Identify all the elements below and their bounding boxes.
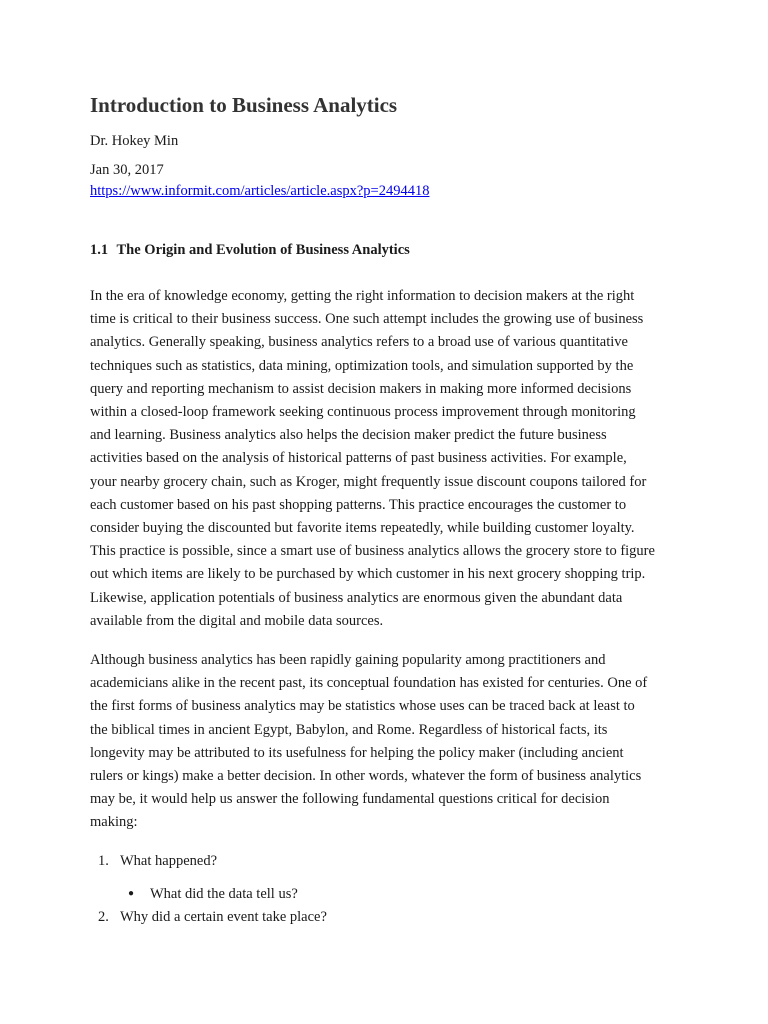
bullet-item-text: What did the data tell us?: [150, 886, 298, 902]
author-name: Dr. Hokey Min: [90, 133, 179, 149]
list-item-text: Why did a certain event take place?: [120, 909, 327, 925]
document-title: Introduction to Business Analytics: [90, 93, 398, 117]
numbered-list-item: [90, 909, 327, 926]
paragraph-line: the first forms of business analytics may be statistics whose uses can be traced back at least to: [90, 698, 635, 715]
section-heading: [90, 242, 410, 259]
paragraph-line: may be, it would help us answer the following fundamental questions critical for decision: [90, 791, 610, 808]
bullet-list-item: [128, 886, 298, 903]
list-number: 2.: [98, 909, 109, 925]
paragraph-line: and learning. Business analytics also helps the decision maker predict the future business: [90, 427, 607, 444]
paragraph-line: time is critical to their business success. One such attempt includes the growing use of business: [90, 311, 644, 328]
paragraph-line: consider buying the discounted but favorite items repeatedly, while building customer loyalty.: [90, 520, 635, 537]
paragraph-line: making:: [90, 814, 138, 831]
paragraph-line: Likewise, application potentials of business analytics are enormous given the abundant data: [90, 589, 623, 606]
paragraph-line: each customer based on his past shopping patterns. This practice encourages the customer to: [90, 496, 627, 513]
paragraph-line: your nearby grocery chain, such as Kroger, might frequently issue discount coupons tailored for: [90, 473, 647, 490]
paragraph-line: query and reporting mechanism to assist decision makers in making more informed decisions: [90, 380, 632, 397]
paragraph: [90, 649, 670, 835]
numbered-list-item: [90, 853, 217, 870]
bullet-icon: ●: [128, 888, 135, 899]
paragraph-line: out which items are likely to be purchased by which customer in his next grocery shopping trip.: [90, 566, 646, 583]
paragraph-line: This practice is possible, since a smart use of business analytics allows the grocery store to figure: [90, 543, 655, 560]
list-number: 1.: [98, 853, 109, 869]
list-item-text: What happened?: [120, 853, 218, 869]
paragraph-line: the biblical times in ancient Egypt, Babylon, and Rome. Regardless of historical facts, its: [90, 721, 608, 738]
paragraph: [90, 285, 670, 633]
section-title: The Origin and Evolution of Business Analytics: [116, 242, 410, 258]
paragraph-line: available from the digital and mobile data sources.: [90, 612, 384, 629]
paragraph-line: within a closed-loop framework seeking continuous process improvement through monitoring: [90, 404, 636, 421]
paragraph-line: analytics. Generally speaking, business analytics refers to a broad use of various quantitative: [90, 334, 628, 351]
paragraph-line: longevity may be attributed to its usefulness for helping the policy maker (including ancient: [90, 744, 624, 761]
paragraph-line: techniques such as statistics, data mining, optimization tools, and simulation supported by the: [90, 357, 634, 374]
publish-date: Jan 30, 2017: [90, 162, 164, 178]
paragraph-line: Although business analytics has been rapidly gaining popularity among practitioners and: [90, 652, 606, 668]
paragraph-line: academicians alike in the recent past, its conceptual foundation has existed for centuries. One of: [90, 675, 648, 692]
source-link[interactable]: https://www.informit.com/articles/article.aspx?p=2494418: [90, 183, 430, 199]
paragraph-line: activities based on the analysis of historical patterns of past business activities. For example,: [90, 450, 627, 467]
paragraph-line: In the era of knowledge economy, getting the right information to decision makers at the right: [90, 288, 635, 304]
paragraph-line: rulers or kings) make a better decision. In other words, whatever the form of business analytics: [90, 768, 642, 785]
section-number: 1.1: [90, 242, 109, 258]
